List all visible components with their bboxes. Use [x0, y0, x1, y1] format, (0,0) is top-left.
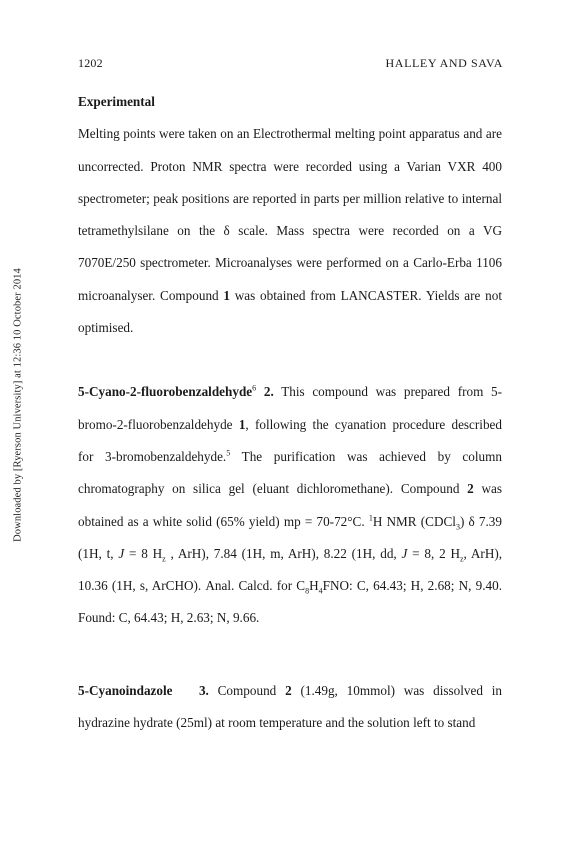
compound-ref: 1 — [223, 287, 230, 303]
running-head-authors: HALLEY AND SAVA — [385, 56, 503, 70]
subscript: 4 — [318, 586, 323, 596]
compound-number: 3. — [198, 682, 209, 698]
nmr-data: , ArH), 10.36 (1H, s, ArCHO). Anal. Calcd. for C — [78, 545, 503, 594]
experimental-text-tail: was obtained from LANCASTER. Yields are not optimised. — [78, 287, 502, 336]
nmr-data: ) δ 7.39 (1H, t, — [78, 513, 502, 561]
subscript: z — [459, 554, 464, 564]
procedure-title: 5-Cyano-2-fluorobenzaldehyde — [78, 384, 253, 400]
nmr-data: = 8, 2 H — [412, 545, 460, 561]
nmr-data: = 8 H — [129, 545, 163, 561]
download-watermark-text: Downloaded by [Ryerson University] at 12:36 10 October 2014 — [12, 267, 24, 542]
procedure-text: This compound was prepared from 5-bromo-2-fluorobenzaldehyde — [78, 384, 503, 432]
reference-marker: 5 — [226, 448, 231, 458]
compound-ref: 2 — [467, 481, 474, 497]
procedure-text: The purification was achieved by column chromatography on silica gel (eluant dichloromethane). Compound — [78, 448, 502, 497]
experimental-text: Melting points were taken on an Electrothermal melting point apparatus and are uncorrected. Proton NMR spectra were recorded using a Varian VXR 400 spectrometer; peak positions are reported in parts per million relative to internal tetramethylsilane on the δ scale. Mass spectra were recorded on a VG 7070E/250 spectrometer. Microanalyses were performed on a Carlo-Erba 1106 microanalyser. Compound — [78, 126, 502, 303]
procedure-paragraph-1 — [78, 376, 502, 634]
analysis-data: FNO: C, 64.43; H, 2.68; N, 9.40. Found: C, 64.43; H, 2.63; N, 9.66. — [78, 578, 502, 626]
section-heading: Experimental — [78, 94, 155, 109]
page-body — [78, 86, 502, 739]
coupling-constant-symbol: J — [401, 545, 408, 561]
formula-element: H — [309, 578, 319, 594]
reference-marker: 6 — [252, 383, 257, 393]
subscript: z — [162, 554, 166, 564]
procedure-text: was obtained as a white solid (65% yield) mp = 70-72°C. — [78, 481, 503, 529]
procedure-title: 5-Cyanoindazole — [78, 682, 173, 698]
page-number: 1202 — [78, 56, 103, 70]
procedure-paragraph-2 — [78, 675, 502, 740]
isotope-superscript: 1 — [368, 513, 373, 523]
compound-ref: 1 — [238, 416, 246, 432]
nmr-data: H NMR (CDCl — [372, 513, 456, 529]
procedure-text: Compound — [217, 682, 277, 698]
coupling-constant-symbol: J — [118, 545, 125, 561]
subscript: 8 — [305, 586, 310, 596]
download-watermark — [10, 222, 26, 587]
experimental-paragraph — [78, 118, 502, 344]
nmr-data: , ArH), 7.84 (1H, m, ArH), 8.22 (1H, dd, — [170, 545, 397, 561]
subscript: 3 — [455, 522, 460, 532]
procedure-text: (1.49g, 10mmol) was dissolved in hydrazine hydrate (25ml) at room temperature and the solution left to stand — [78, 682, 503, 731]
procedure-text: , following the cyanation procedure described for 3-bromobenzaldehyde. — [78, 416, 502, 464]
compound-number: 2. — [263, 384, 274, 400]
compound-ref: 2 — [285, 682, 292, 698]
